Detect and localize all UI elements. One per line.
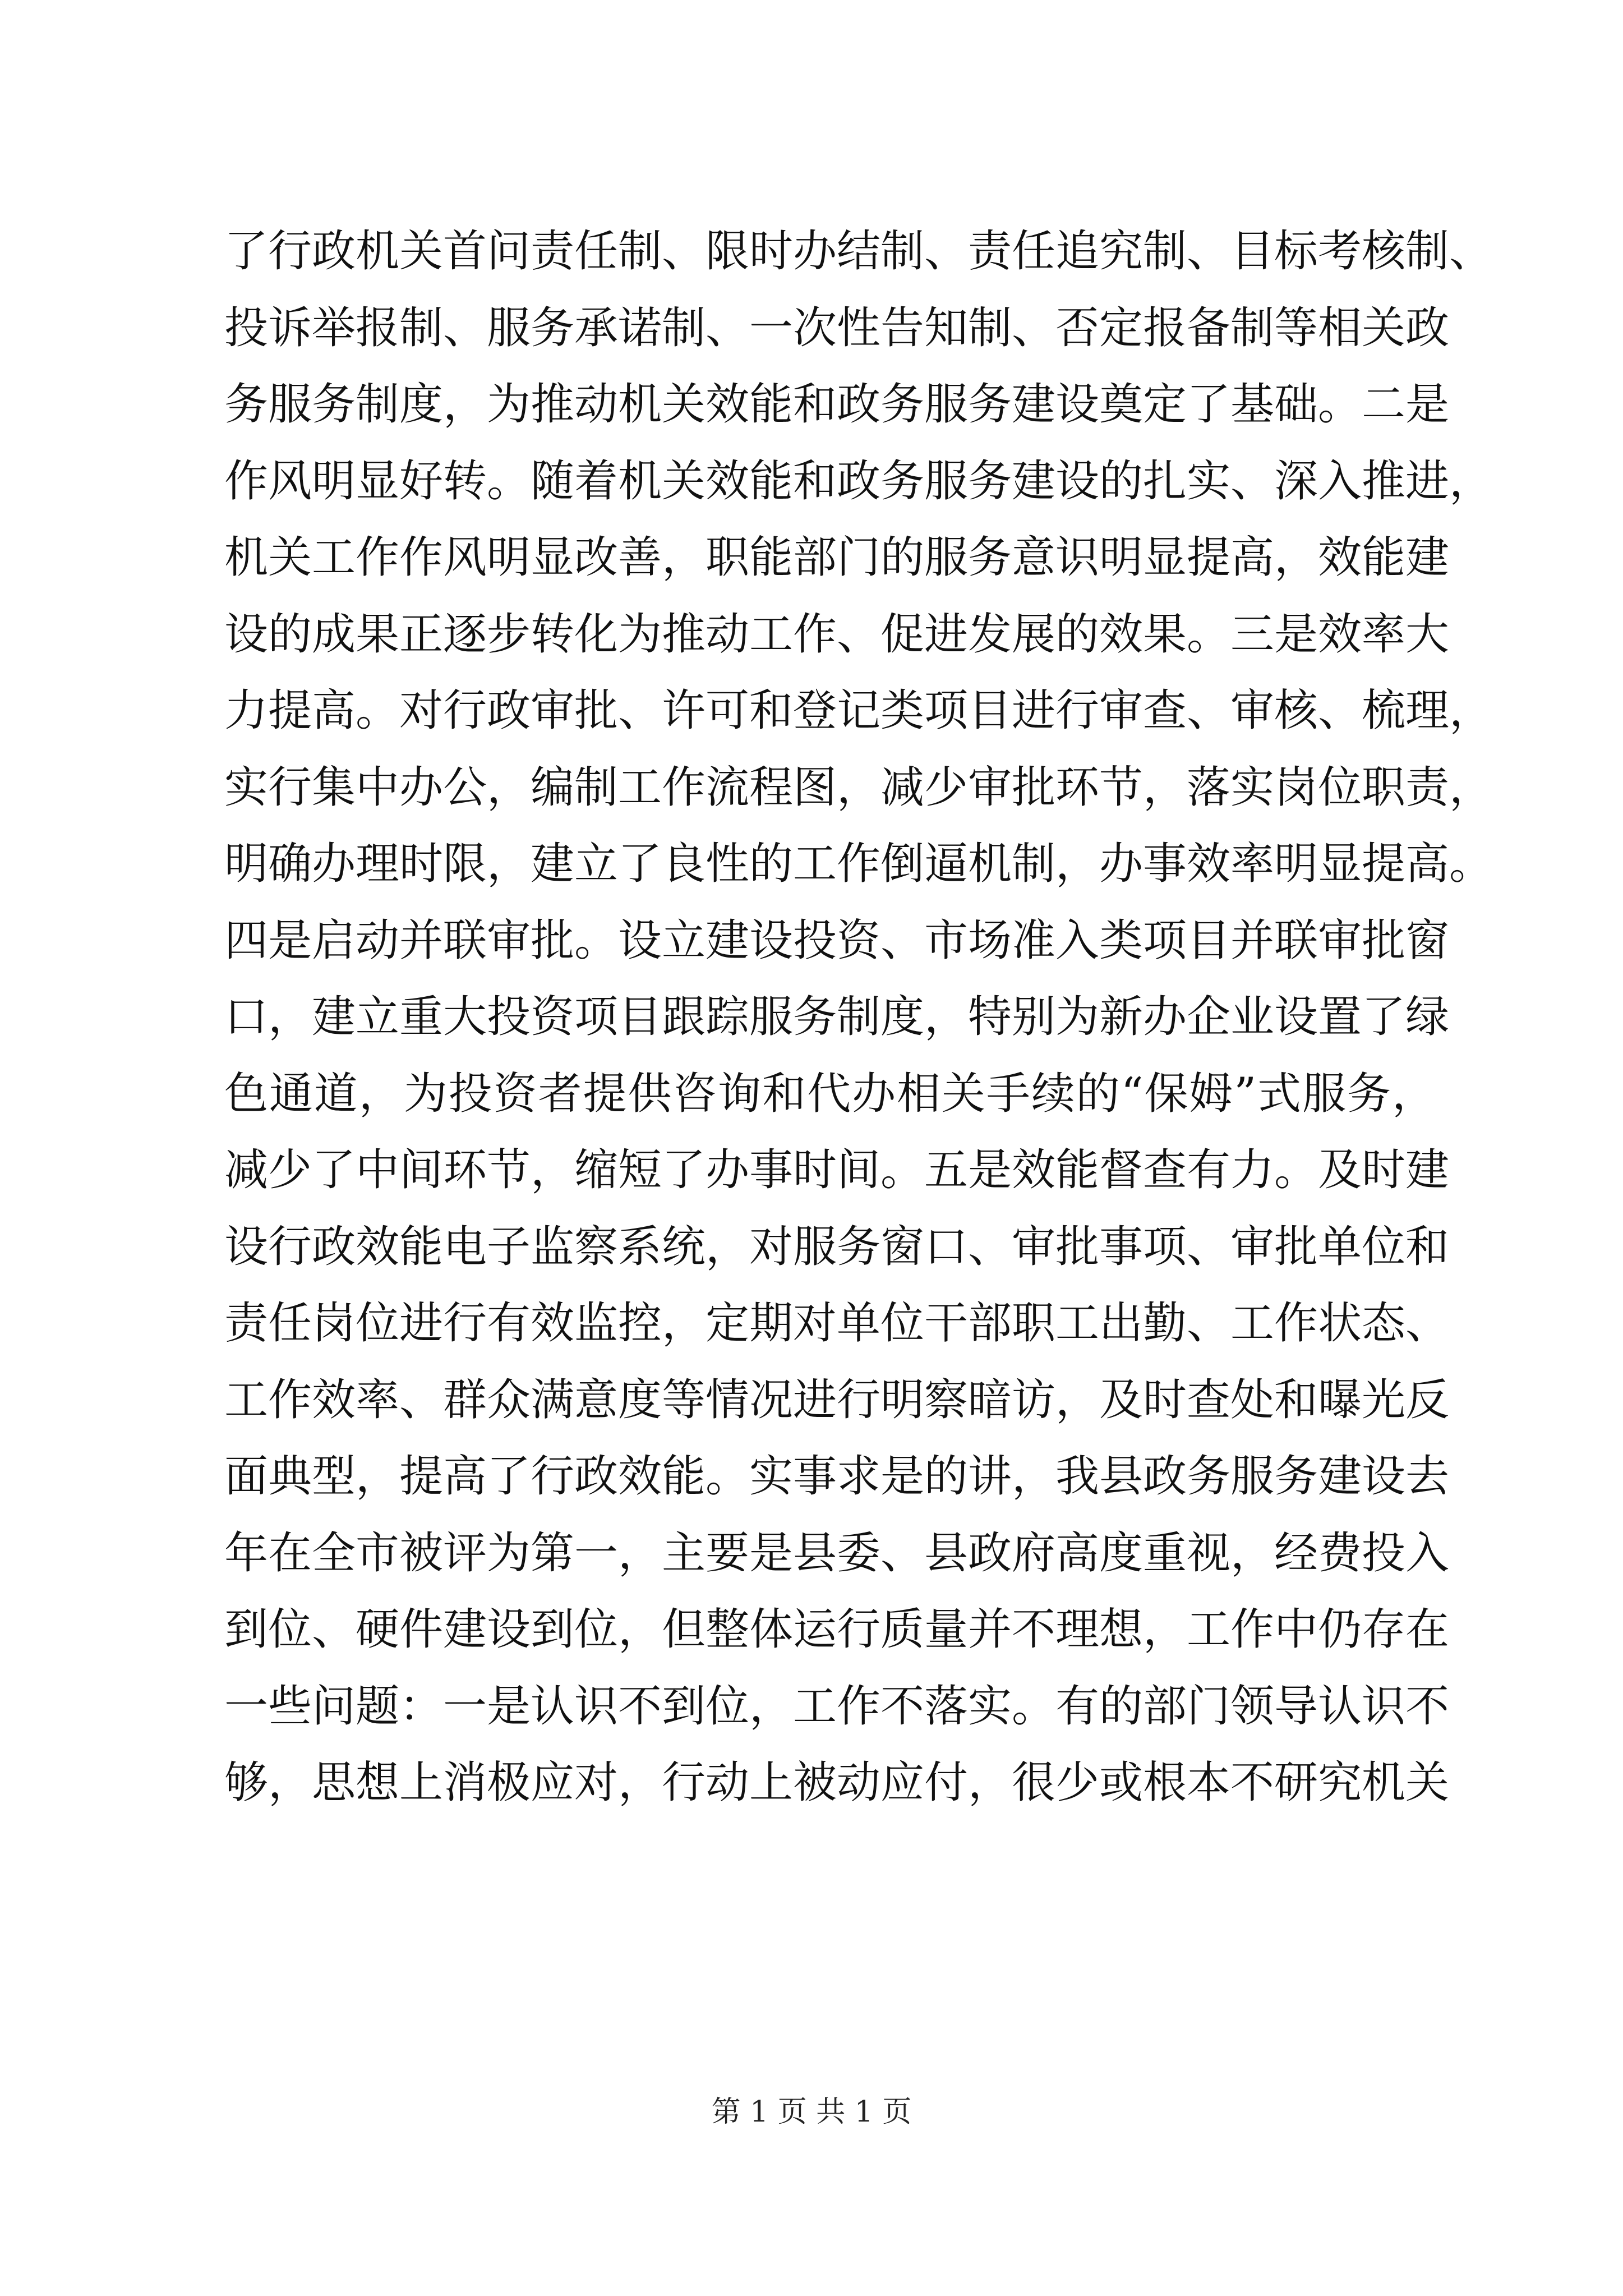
- text-line-9: 明确办理时限，建立了良性的工作倒逼机制，办事效率明显提高。: [224, 839, 1493, 889]
- text-line-14: 设行政效能电子监察系统，对服务窗口、审批事项、审批单位和: [224, 1221, 1450, 1272]
- text-line-21: 够，思想上消极应对，行动上被动应付，很少或根本不研究机关: [224, 1757, 1450, 1808]
- text-line-13: 减少了中间环节，缩短了办事时间。五是效能督查有力。及时建: [224, 1145, 1450, 1195]
- text-line-16: 工作效率、群众满意度等情况进行明察暗访，及时查处和曝光反: [224, 1374, 1450, 1425]
- page-footer: 第 1 页 共 1 页: [711, 2095, 912, 2129]
- text-line-12: 色通道，为投资者提供咨询和代办相关手续的“保姆”式服务，: [224, 1068, 1436, 1119]
- text-line-10: 四是启动并联审批。设立建设投资、市场准入类项目并联审批窗: [224, 915, 1450, 966]
- text-line-19: 到位、硬件建设到位，但整体运行质量并不理想，工作中仍存在: [224, 1604, 1450, 1655]
- text-line-1: 了行政机关首问责任制、限时办结制、责任追究制、目标考核制、: [224, 226, 1493, 277]
- text-line-7: 力提高。对行政审批、许可和登记类项目进行审查、审核、梳理，: [224, 685, 1493, 736]
- text-line-18: 年在全市被评为第一，主要是县委、县政府高度重视，经费投入: [224, 1527, 1450, 1579]
- text-line-5: 机关工作作风明显改善，职能部门的服务意识明显提高，效能建: [224, 532, 1450, 583]
- text-line-2: 投诉举报制、服务承诺制、一次性告知制、否定报备制等相关政: [224, 302, 1450, 353]
- text-line-17: 面典型，提高了行政效能。实事求是的讲，我县政务服务建设去: [224, 1451, 1450, 1502]
- text-line-6: 设的成果正逐步转化为推动工作、促进发展的效果。三是效率大: [224, 609, 1450, 660]
- text-line-15: 责任岗位进行有效监控，定期对单位干部职工出勤、工作状态、: [224, 1298, 1450, 1349]
- text-line-4: 作风明显好转。随着机关效能和政务服务建设的扎实、深入推进，: [224, 455, 1493, 507]
- body-text: [224, 213, 1493, 1821]
- text-line-8: 实行集中办公，编制工作流程图，减少审批环节，落实岗位职责，: [224, 762, 1493, 813]
- text-line-3: 务服务制度，为推动机关效能和政务服务建设奠定了基础。二是: [224, 379, 1450, 430]
- text-line-11: 口，建立重大投资项目跟踪服务制度，特别为新办企业设置了绿: [224, 992, 1450, 1042]
- text-line-20: 一些问题：一是认识不到位，工作不落实。有的部门领导认识不: [224, 1681, 1450, 1732]
